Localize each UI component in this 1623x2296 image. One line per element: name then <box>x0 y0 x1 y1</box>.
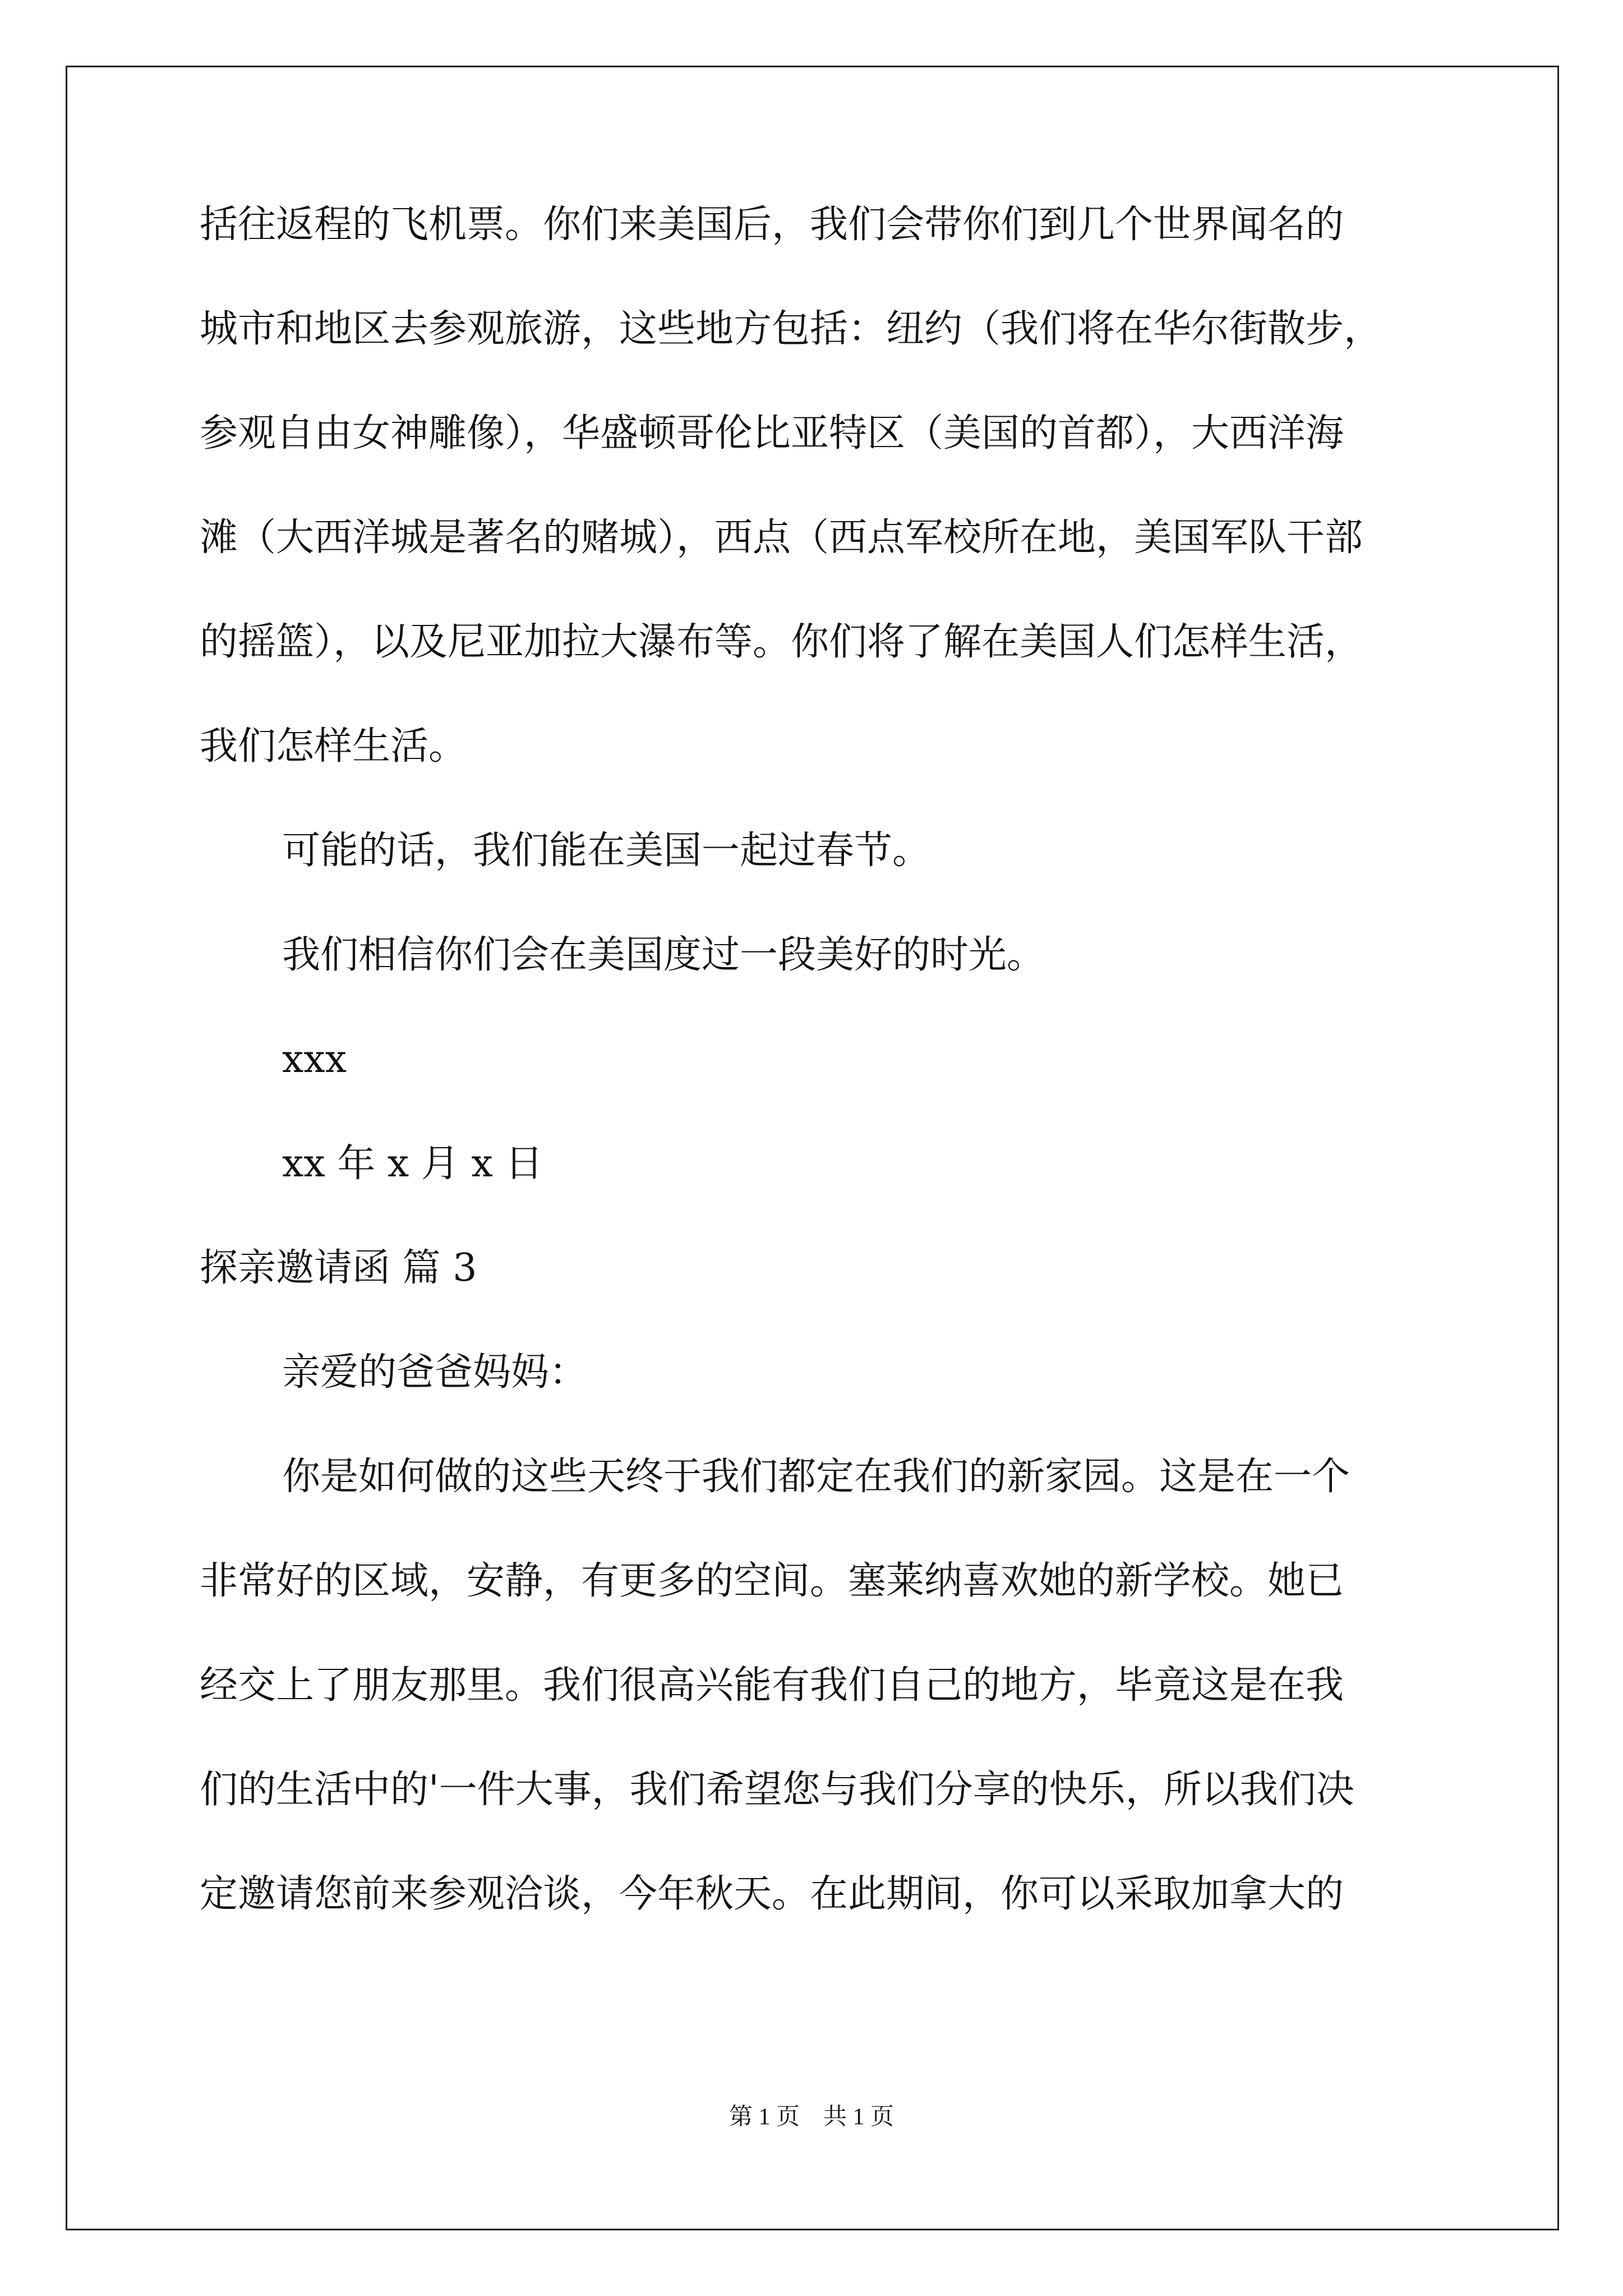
text-line: 可能的话，我们能在美国一起过春节。 <box>282 829 931 873</box>
text-line: 经交上了朋友那里。我们很高兴能有我们自己的地方，毕竟这是在我 <box>200 1663 1344 1708</box>
text-line: 定邀请您前来参观洽谈，今年秋天。在此期间，你可以采取加拿大的 <box>200 1872 1344 1916</box>
signature-name: xxx <box>282 1037 347 1082</box>
section-heading: 探亲邀请函 篇 3 <box>200 1246 477 1290</box>
text-line: 我们相信你们会在美国度过一段美好的时光。 <box>282 933 1045 977</box>
page-number-footer: 第 1 页 共 1 页 <box>728 2104 894 2130</box>
text-line: 参观自由女神雕像），华盛顿哥伦比亚特区（美国的首都），大西洋海 <box>200 411 1344 455</box>
text-line: 我们怎样生活。 <box>200 724 467 769</box>
text-line: 滩（大西洋城是著名的赌城），西点（西点军校所在地，美国军队干部 <box>200 516 1363 560</box>
signature-date: xx 年 x 月 x 日 <box>282 1142 543 1186</box>
text-line: 们的生活中的'一件大事，我们希望您与我们分享的快乐，所以我们决 <box>200 1768 1354 1812</box>
text-line: 城市和地区去参观旅游，这些地方包括：纽约（我们将在华尔街散步， <box>200 307 1382 351</box>
text-line: 括往返程的飞机票。你们来美国后，我们会带你们到几个世界闻名的 <box>200 203 1344 247</box>
text-line: 非常好的区域，安静，有更多的空间。塞莱纳喜欢她的新学校。她已 <box>200 1559 1344 1603</box>
text-line: 你是如何做的这些天终于我们都定在我们的新家园。这是在一个 <box>282 1455 1350 1499</box>
salutation: 亲爱的爸爸妈妈： <box>282 1350 588 1395</box>
text-line: 的摇篮），以及尼亚加拉大瀑布等。你们将了解在美国人们怎样生活， <box>200 620 1363 664</box>
